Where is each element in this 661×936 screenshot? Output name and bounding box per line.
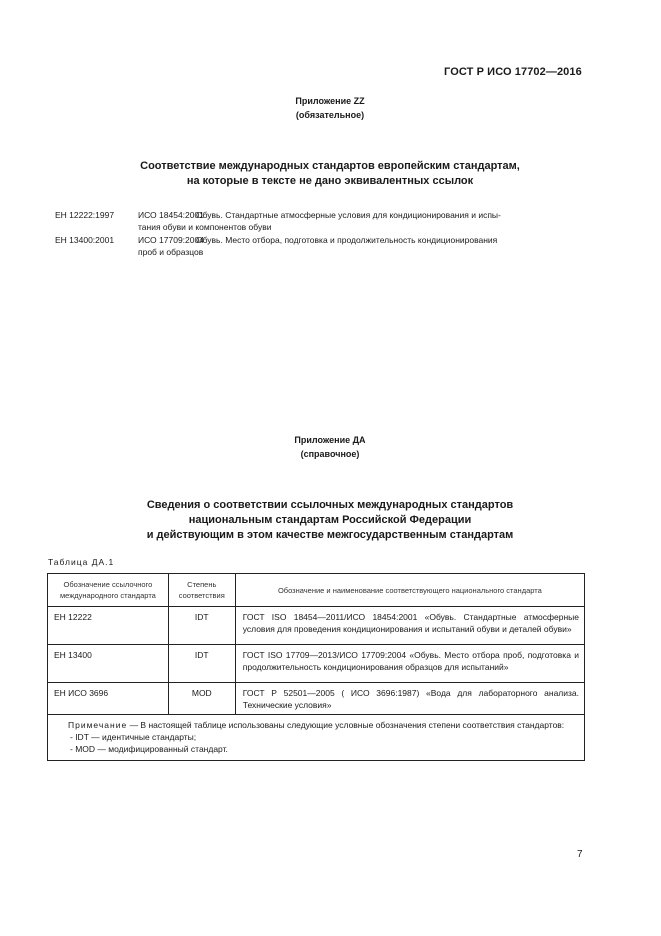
column-header-international-standard — [48, 574, 169, 607]
column-header-degree — [168, 574, 235, 607]
reference-description-continued: проб и образцов — [138, 247, 204, 257]
cell-degree: IDT — [168, 645, 235, 683]
reference-description: Обувь. Место отбора, подготовка и продолжительность кондиционирования — [196, 235, 498, 245]
standards-table — [47, 573, 585, 761]
cell-international-code: ЕН 13400 — [48, 645, 169, 683]
appendix-zz-heading-line1: Соответствие международных стандартов европейским стандартам, — [140, 160, 520, 172]
appendix-zz-status: (обязательное) — [295, 110, 365, 120]
appendix-da-heading-line1: Сведения о соответствии ссылочных международных стандартов — [146, 499, 514, 511]
reference-iso-code: ИСО 17709:2004 — [138, 235, 204, 245]
appendix-da-heading-line3: и действующим в этом качестве межгосударственным стандартам — [146, 529, 514, 541]
header-text: соответствия — [178, 591, 225, 600]
page-number: 7 — [577, 849, 583, 860]
reference-iso-code: ИСО 18454:2001 — [138, 210, 204, 220]
cell-national-standard: ГОСТ ISO 17709—2013/ИСО 17709:2004 «Обувь. Место отбора проб, подготовка и продолжительность кондиционирования образцов для испытаний» — [235, 645, 584, 683]
table-caption: Таблица ДА.1 — [48, 557, 115, 567]
cell-international-code: ЕН ИСО 3696 — [48, 683, 169, 715]
appendix-da-heading-line2: национальным стандартам Российской Федерации — [188, 514, 472, 526]
cell-international-code: ЕН 12222 — [48, 607, 169, 645]
cell-national-standard: ГОСТ Р 52501—2005 ( ИСО 3696:1987) «Вода для лабораторного анализа. Технические условия» — [235, 683, 584, 715]
appendix-da-status: (справочное) — [300, 449, 360, 459]
table-note — [48, 715, 585, 761]
document-code: ГОСТ Р ИСО 17702—2016 — [444, 66, 582, 78]
note-item-idt: - IDT — идентичные стандарты; — [70, 732, 197, 742]
note-label: Примечание — [68, 720, 128, 730]
header-text: Степень — [187, 580, 217, 589]
table-row — [48, 683, 585, 715]
header-text: Обозначение ссылочного — [63, 580, 153, 589]
reference-en-code: ЕН 12222:1997 — [55, 210, 115, 220]
reference-item — [0, 234, 661, 258]
appendix-zz-heading-line2: на которые в тексте не дано эквивалентных ссылок — [186, 175, 474, 187]
note-paragraph — [68, 719, 576, 731]
reference-item — [0, 209, 661, 233]
reference-description: Обувь. Стандартные атмосферные условия для кондиционирования и испы- — [196, 210, 501, 220]
table-note-row — [48, 715, 585, 761]
column-header-national-standard — [235, 574, 584, 607]
header-text: международного стандарта — [59, 591, 156, 600]
cell-degree: IDT — [168, 607, 235, 645]
cell-degree: MOD — [168, 683, 235, 715]
appendix-da-title: Приложение ДА — [294, 435, 366, 445]
table-row — [48, 645, 585, 683]
cell-national-standard: ГОСТ ISO 18454—2011/ИСО 18454:2001 «Обувь. Стандартные атмосферные условия для проведения кондиционирования и испытаний обуви и деталей обуви» — [235, 607, 584, 645]
reference-description-continued: тания обуви и компонентов обуви — [138, 222, 272, 232]
note-item-mod: - MOD — модифицированный стандарт. — [70, 744, 228, 754]
note-text: — В настоящей таблице использованы следующие условные обозначения степени соответствия стандартов: — [127, 720, 565, 730]
header-text: Обозначение и наименование соответствующего национального стандарта — [277, 585, 542, 595]
appendix-zz-title: Приложение ZZ — [295, 96, 365, 106]
table-header-row — [48, 574, 585, 607]
reference-en-code: ЕН 13400:2001 — [55, 235, 115, 245]
table-row — [48, 607, 585, 645]
